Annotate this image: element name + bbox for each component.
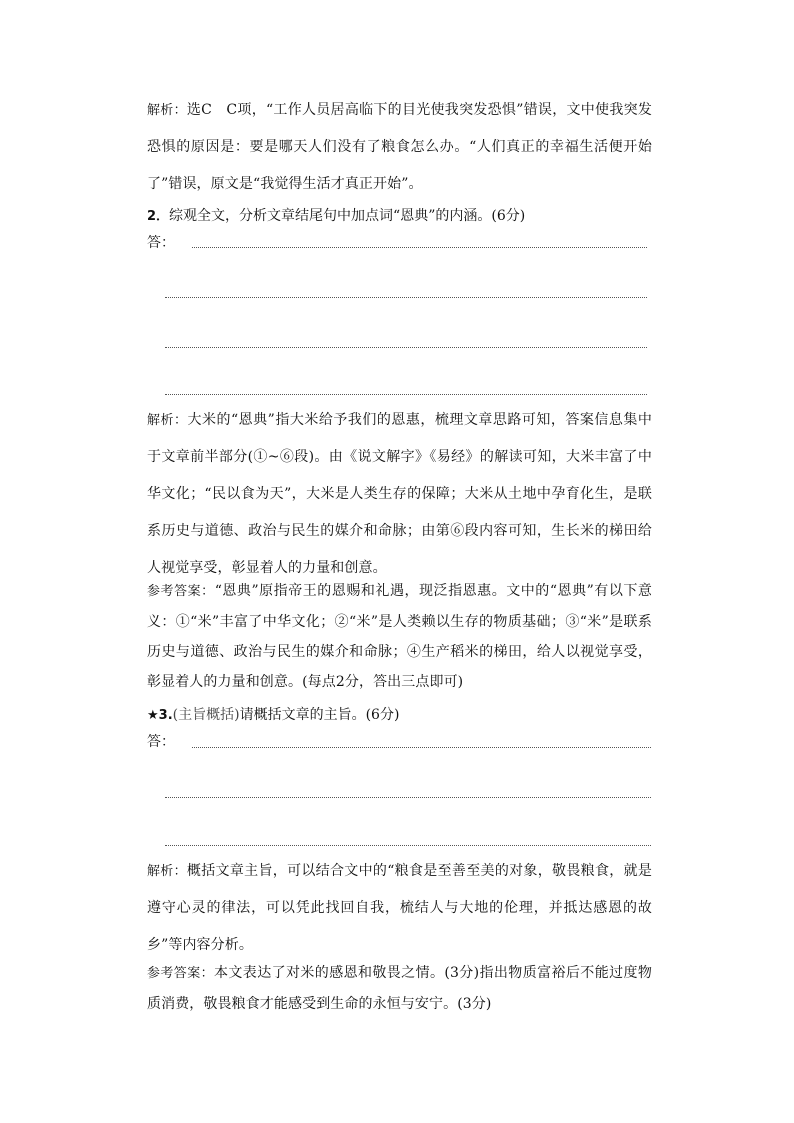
analysis-paragraph-q2: [147, 402, 652, 587]
answer-line[interactable]: [165, 297, 647, 298]
question-text: 请概括文章的主旨。(6分): [239, 707, 400, 723]
analysis-label: 解析：: [147, 864, 187, 879]
reference-answer-text: 本文表达了对米的感恩和敬畏之情。(3分)指出物质富裕后不能过度物质消费，敬畏粮食才能感受到生命的永恒与安宁。(3分): [147, 965, 652, 1012]
analysis-label: 解析：: [147, 413, 188, 428]
question-3: [147, 704, 652, 727]
question-2: [147, 205, 652, 228]
answer-line[interactable]: [192, 247, 647, 248]
answer-label-q3: 答：: [147, 734, 175, 750]
reference-answer-q3: [147, 958, 652, 1019]
question-text: 综观全文，分析文章结尾句中加点词“恩典”的内涵。(6分): [169, 208, 526, 224]
reference-answer-label: 参考答案：: [147, 966, 214, 981]
answer-line[interactable]: [165, 394, 647, 395]
analysis-paragraph-q3: [147, 853, 652, 964]
analysis-paragraph-q1: [147, 92, 652, 203]
answer-line[interactable]: [165, 845, 651, 846]
analysis-text: 概括文章主旨，可以结合文中的“粮食是至善至美的对象，敬畏粮食，就是遵守心灵的律法，可以凭此找回自我，梳结人与大地的伦理，并抵达感恩的故乡”等内容分析。: [147, 863, 652, 953]
answer-line[interactable]: [165, 797, 651, 798]
question-number: 2．: [147, 209, 170, 224]
analysis-text: 选C C项，“工作人员居高临下的目光使我突发恐惧”错误，文中使我突发恐惧的原因是：要是哪天人们没有了粮食怎么办。“人们真正的幸福生活便开始了”错误，原文是“我觉得生活才真正开始”。: [147, 102, 652, 192]
reference-answer-label: 参考答案：: [147, 584, 215, 599]
question-tag: (主旨概括): [172, 707, 240, 723]
reference-answer-q2: [147, 576, 652, 697]
analysis-text: 大米的“恩典”指大米给予我们的恩惠，梳理文章思路可知，答案信息集中于文章前半部分(①~⑥段)。由《说文解字》《易经》的解读可知，大米丰富了中华文化；“民以食为天”，大米是人类生存的保障；大米从土地中孕育化生，是联系历史与道德、政治与民生的媒介和命脉；由第⑥段内容可知，生长米的梯田给人视觉享受，彰显着人的力量和创意。: [147, 412, 652, 576]
question-number: ★3.: [147, 708, 173, 723]
answer-line[interactable]: [165, 347, 647, 348]
answer-line[interactable]: [192, 747, 651, 748]
analysis-label: 解析：: [147, 103, 187, 118]
answer-label-q2: 答：: [147, 235, 175, 251]
reference-answer-text: “恩典”原指帝王的恩赐和礼遇，现泛指恩惠。文中的“恩典”有以下意义：①“米”丰富了中华文化；②“米”是人类赖以生存的物质基础；③“米”是联系历史与道德、政治与民生的媒介和命脉；④生产稻米的梯田，给人以视觉享受，彰显着人的力量和创意。(每点2分，答出三点即可): [147, 583, 652, 690]
